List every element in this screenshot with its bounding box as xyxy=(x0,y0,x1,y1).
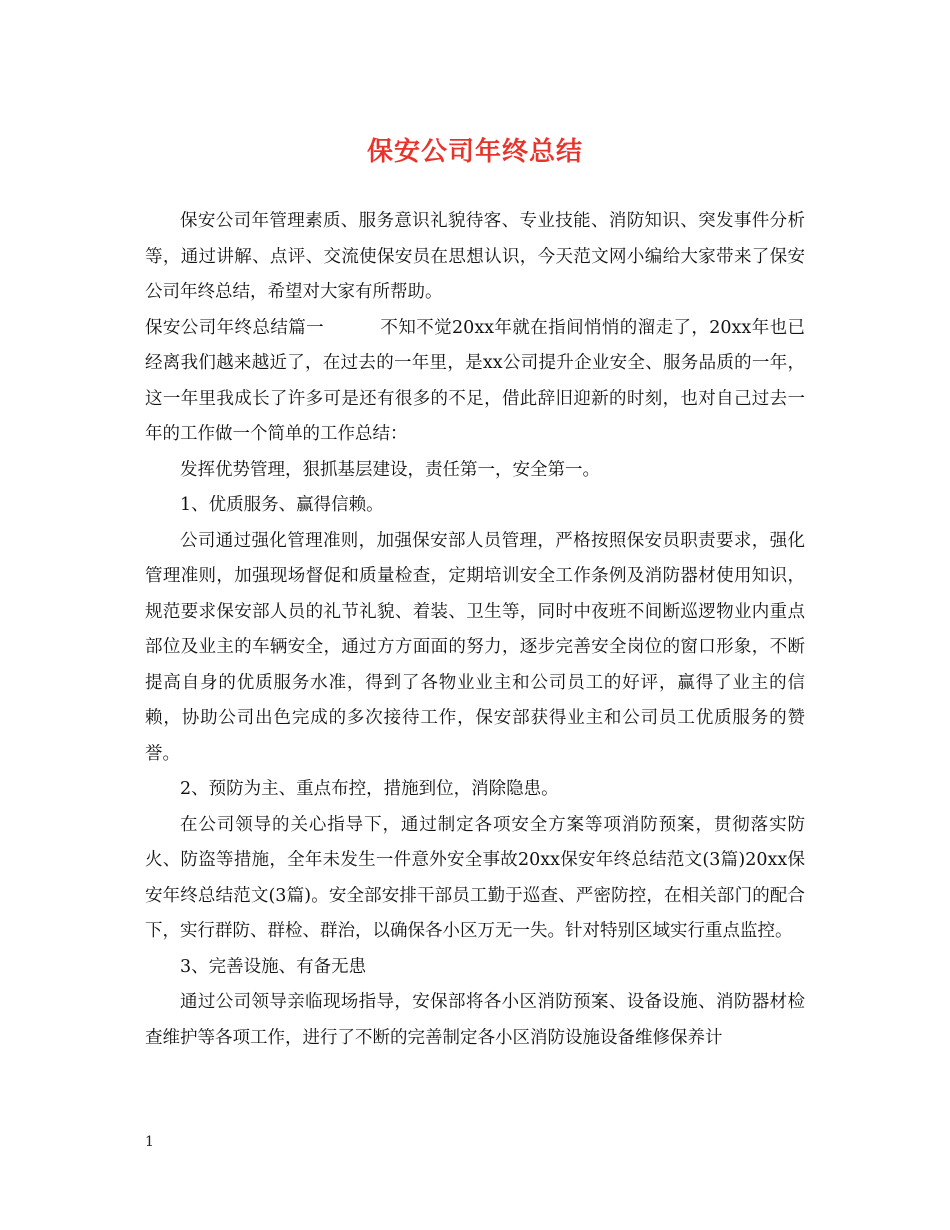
section2-body: 在公司领导的关心指导下，通过制定各项安全方案等项消防预案，贯彻落实防火、防盗等措施，全年未发生一件意外安全事故20xx保安年终总结范文(3篇)20xx保安年终总结范文(3篇)。安全部安排干部员工勤于巡查、严密防控，在相关部门的配合下，实行群防、群检、群治，以确保各小区万无一失。针对特别区域实行重点监控。 xyxy=(145,814,805,941)
page-number: 1 xyxy=(145,1134,154,1150)
part-intro-text: 不知不觉20xx年就在指间悄悄的溜走了，20xx年也已经离我们越来越近了，在过去的一年里，是xx公司提升企业安全、服务品质的一年，这一年里我成长了许多可是还有很多的不足，借此辞旧迎新的时刻，也对自己过去一年的工作做一个简单的工作总结： xyxy=(145,317,806,444)
section2-heading: 2、预防为主、重点布控，措施到位，消除隐患。 xyxy=(180,779,559,799)
part-heading: 保安公司年终总结篇一 xyxy=(145,317,325,338)
part-one-paragraph xyxy=(145,311,805,453)
section3-heading: 3、完善设施、有备无患 xyxy=(180,956,367,977)
document-title: 保安公司年终总结 xyxy=(366,137,583,167)
intro-paragraph: 保安公司年管理素质、服务意识礼貌待客、专业技能、消防知识、突发事件分析等，通过讲解、点评、交流使保安员在思想认识，今天范文网小编给大家带来了保安公司年终总结，希望对大家有所帮助。 xyxy=(145,211,805,302)
section1-heading: 1、优质服务、赢得信赖。 xyxy=(180,495,384,515)
section3-body: 通过公司领导亲临现场指导，安保部将各小区消防预案、设备设施、消防器材检查维护等各项工作，进行了不断的完善制定各小区消防设施设备维修保养计 xyxy=(145,992,805,1048)
document-body xyxy=(145,204,805,1056)
section1-body: 公司通过强化管理准则，加强保安部人员管理，严格按照保安员职责要求，强化管理准则，加强现场督促和质量检查，定期培训安全工作条例及消防器材使用知识，规范要求保安部人员的礼节礼貌、着装、卫生等，同时中夜班不间断巡逻物业内重点部位及业主的车辆安全，通过方方面面的努力，逐步完善安全岗位的窗口形象，不断提高自身的优质服务水准，得到了各物业业主和公司员工的好评，赢得了业主的信赖，协助公司出色完成的多次接待工作，保安部获得业主和公司员工优质服务的赞誉。 xyxy=(145,530,805,764)
theme-paragraph: 发挥优势管理，狠抓基层建设，责任第一，安全第一。 xyxy=(180,459,600,480)
